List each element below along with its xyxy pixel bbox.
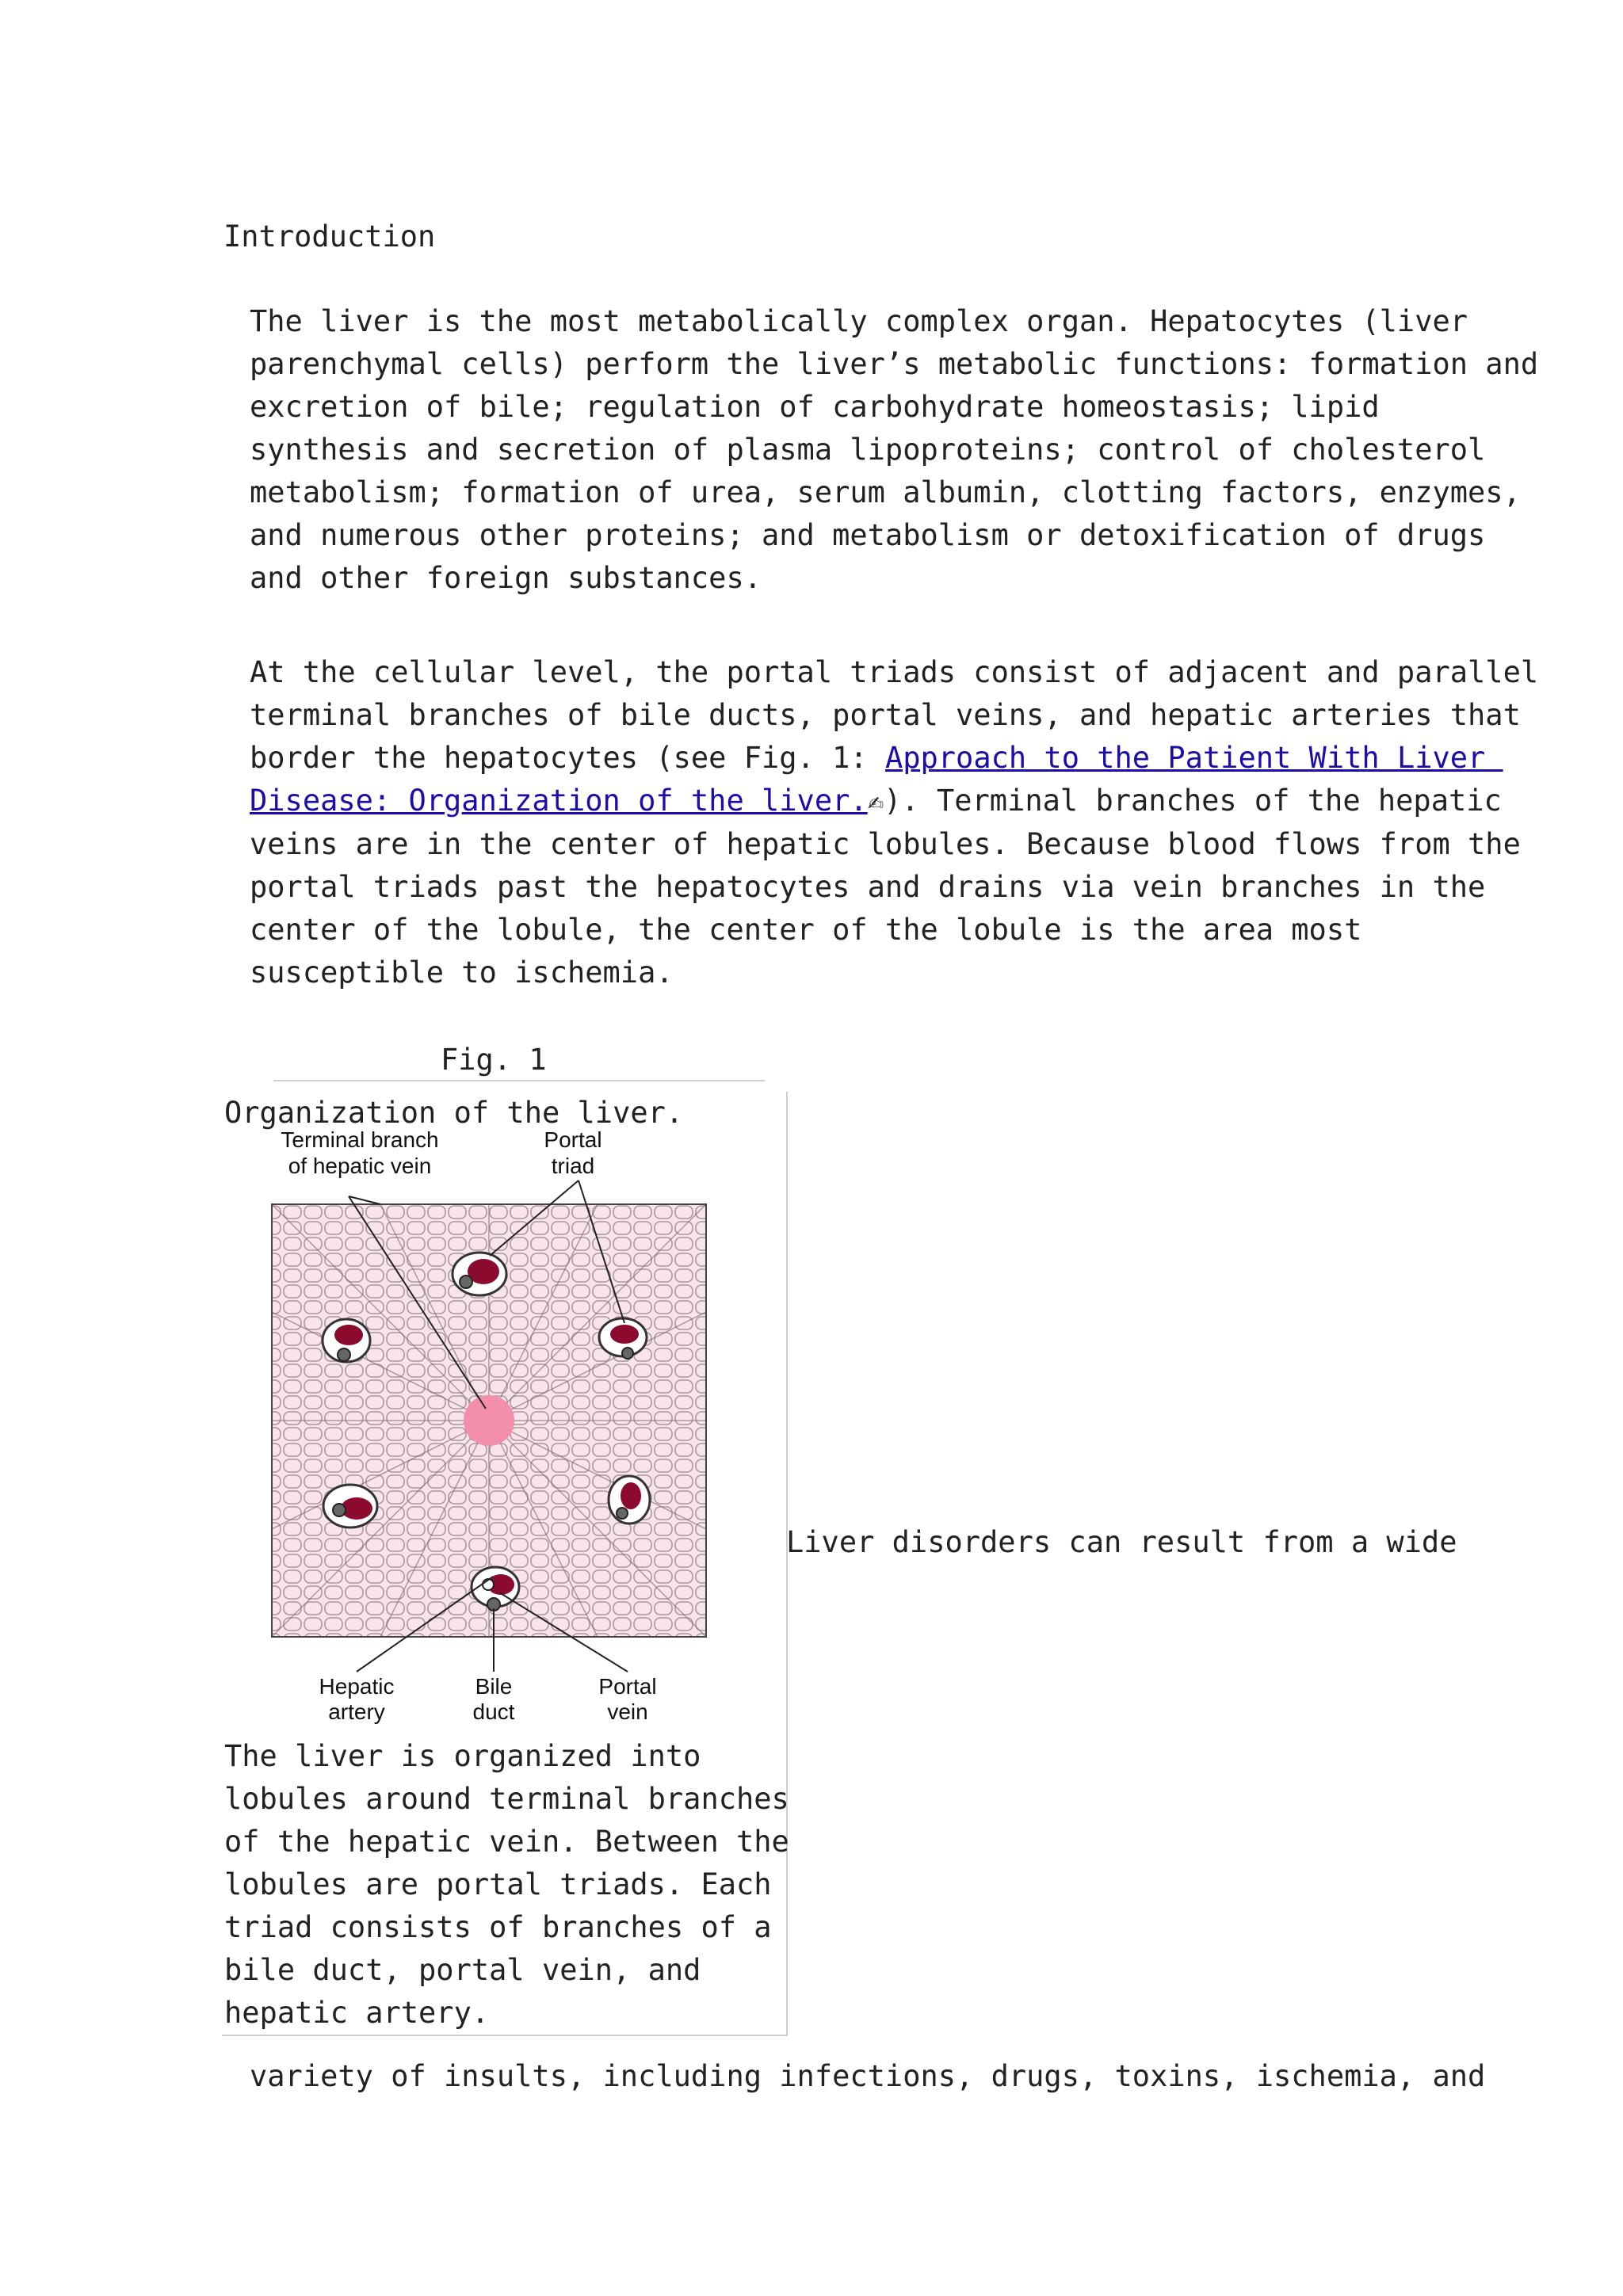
text-line: lobules around terminal branches: [224, 1782, 789, 1816]
text-line: synthesis and secretion of plasma lipoproteins; control of cholesterol: [250, 433, 1486, 467]
figure-title: Organization of the liver.: [224, 1096, 684, 1130]
label-portal-vein: Portal: [598, 1674, 657, 1699]
portal-triad: [609, 1476, 650, 1524]
label-portal-triad: triad: [551, 1154, 595, 1178]
label-portal-triad: Portal: [544, 1127, 602, 1152]
text-line: border the hepatocytes (see Fig. 1:: [250, 741, 885, 775]
text-line: veins are in the center of hepatic lobules. Because blood flows from the: [250, 827, 1521, 861]
text-line: center of the lobule, the center of the lobule is the area most: [250, 913, 1362, 947]
intro-paragraph: [250, 300, 1538, 600]
external-reference-icon[interactable]: ✍: [867, 786, 884, 818]
text-line: and other foreign substances.: [250, 561, 762, 595]
label-portal-vein: vein: [607, 1699, 648, 1724]
portal-triad: [323, 1319, 370, 1362]
liver-lobule-diagram: [262, 1125, 753, 1735]
text-line: lobules are portal triads. Each: [224, 1867, 772, 1901]
figure-caption: [224, 1735, 789, 2035]
text-line: hepatic artery.: [224, 1996, 490, 2030]
text-line: portal triads past the hepatocytes and drains via vein branches in the: [250, 870, 1486, 904]
text-line: triad consists of branches of a: [224, 1910, 772, 1944]
portal-triad: [453, 1253, 506, 1295]
figure-link-part2[interactable]: Disease: Organization of the liver.: [250, 784, 868, 818]
wrapped-side-text: Liver disorders can result from a wide: [786, 1525, 1457, 1559]
text-line: of the hepatic vein. Between the: [224, 1825, 789, 1859]
label-bile-duct: duct: [472, 1699, 515, 1724]
text-line: The liver is organized into: [224, 1739, 701, 1773]
figure-link-part1[interactable]: Approach to the Patient With Liver: [884, 741, 1503, 775]
label-terminal-branch: of hepatic vein: [288, 1154, 432, 1178]
label-bile-duct: Bile: [475, 1674, 513, 1699]
text-line: susceptible to ischemia.: [250, 955, 674, 990]
text-line: ). Terminal branches of the hepatic: [884, 784, 1502, 818]
central-vein: [464, 1395, 514, 1446]
text-line: and numerous other proteins; and metabolism or detoxification of drugs: [250, 518, 1486, 552]
figure-label: Fig. 1: [441, 1043, 547, 1077]
continuation-text: variety of insults, including infections, drugs, toxins, ischemia, and: [250, 2059, 1486, 2093]
label-terminal-branch: Terminal branch: [281, 1127, 439, 1152]
text-line: terminal branches of bile ducts, portal veins, and hepatic arteries that: [250, 698, 1521, 732]
text-line: parenchymal cells) perform the liver’s metabolic functions: formation and: [250, 347, 1539, 381]
label-hepatic-artery: Hepatic: [319, 1674, 395, 1699]
cellular-paragraph: [250, 651, 1538, 994]
text-line: metabolism; formation of urea, serum albumin, clotting factors, enzymes,: [250, 475, 1521, 509]
label-hepatic-artery: artery: [328, 1699, 385, 1724]
text-line: At the cellular level, the portal triads consist of adjacent and parallel: [250, 655, 1539, 689]
text-line: bile duct, portal vein, and: [224, 1953, 701, 1987]
text-line: excretion of bile; regulation of carbohydrate homeostasis; lipid: [250, 390, 1380, 424]
text-line: The liver is the most metabolically complex organ. Hepatocytes (liver: [250, 304, 1468, 338]
section-heading: Introduction: [223, 219, 436, 254]
portal-triad: [323, 1485, 377, 1527]
